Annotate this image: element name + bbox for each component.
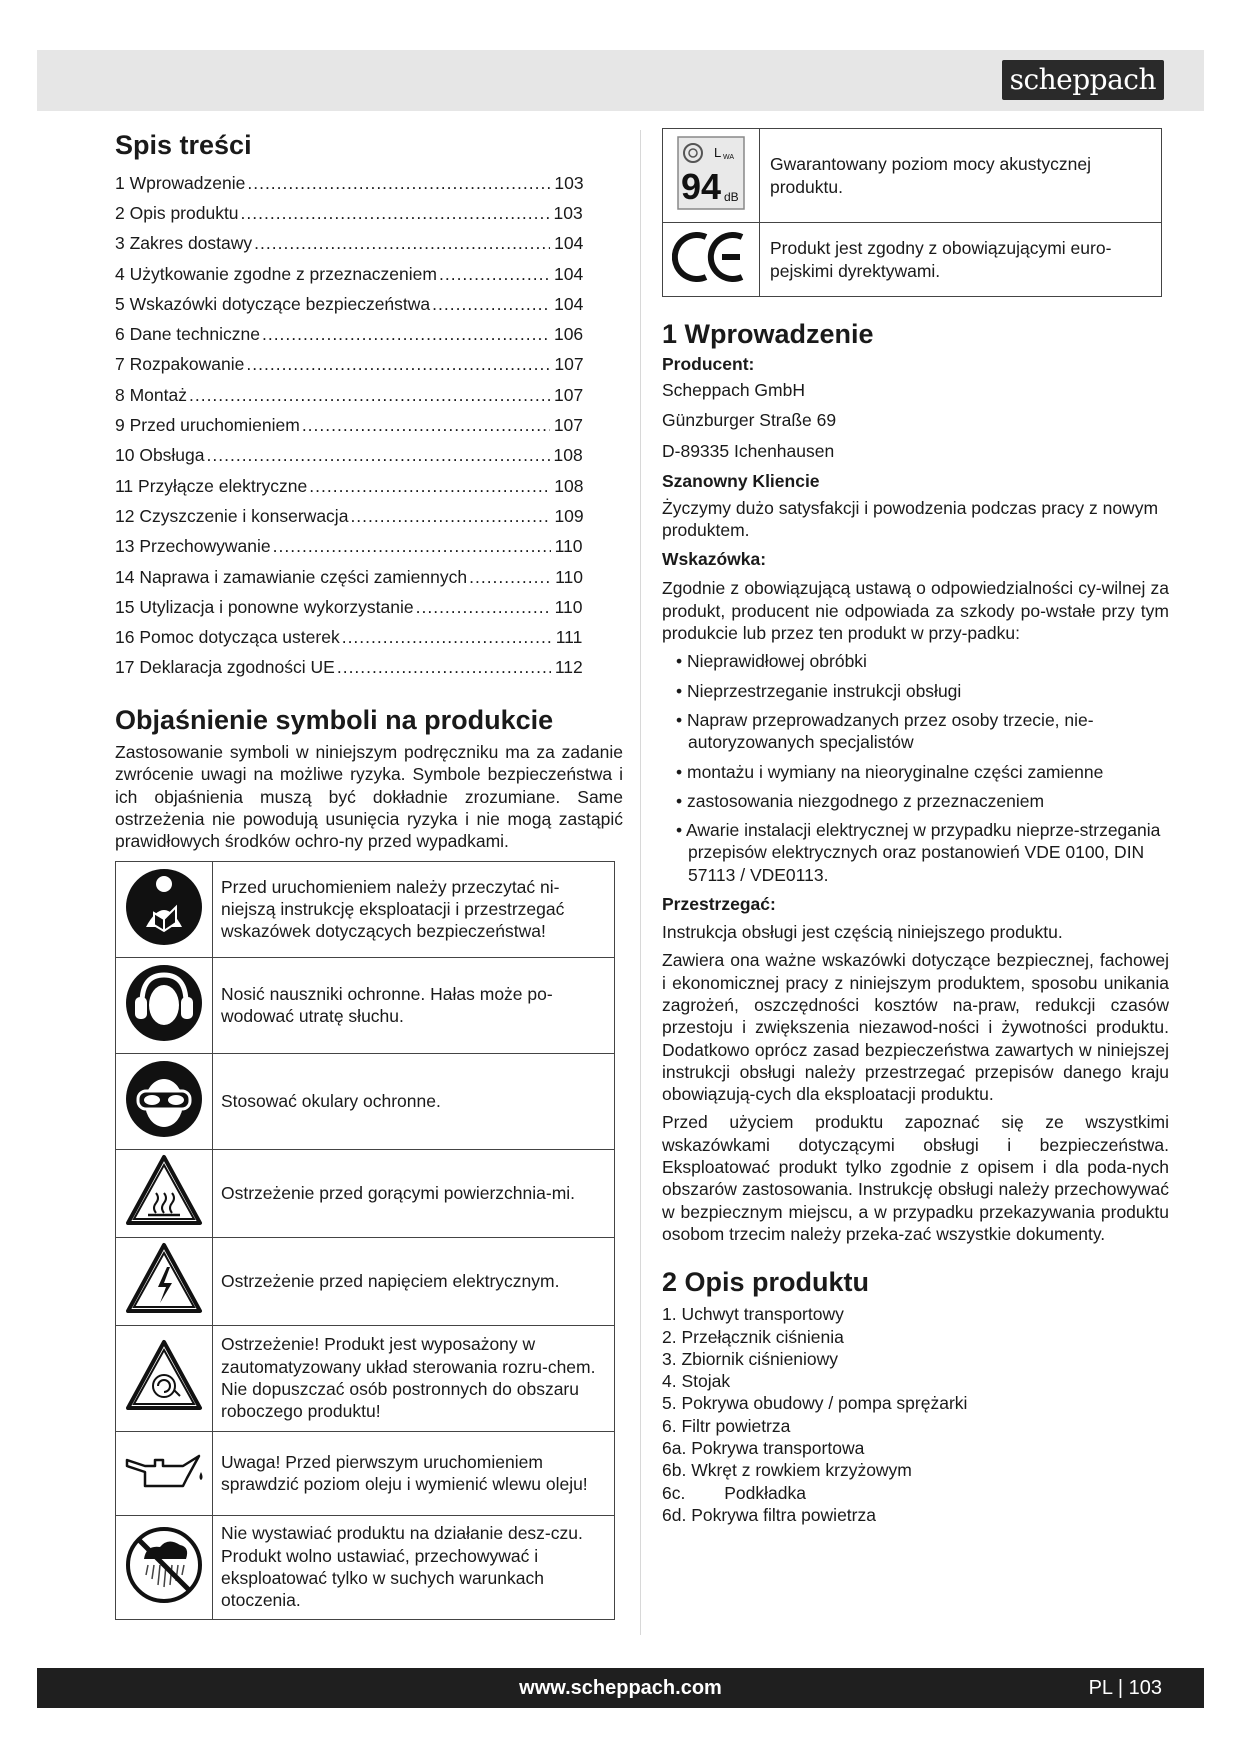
toc-item-label: 16 Pomoc dotycząca usterek	[115, 627, 340, 648]
symbol-text: Produkt jest zgodny z obowiązującymi euro-pejskimi dyrektywami.	[760, 223, 1162, 297]
list-item: • zastosowania niezgodnego z przeznaczeniem	[676, 790, 1045, 811]
list-item: • Napraw przeprowadzanych przez osoby trzecie, nie-autoryzowanych specjalistów	[676, 709, 1094, 753]
observe-label: Przestrzegać:	[662, 894, 776, 915]
toc-item-page: 104	[554, 233, 584, 254]
toc-leader	[432, 294, 550, 315]
right-column	[662, 128, 1169, 1526]
symbol-row	[663, 223, 1162, 297]
toc-leader	[469, 567, 551, 588]
toc-item-label: 13 Przechowywanie	[115, 536, 271, 557]
toc-item-label: 17 Deklaracja zgodności UE	[115, 657, 335, 678]
toc-item[interactable]	[115, 410, 623, 440]
toc-item-page: 103	[553, 202, 583, 223]
toc-leader	[342, 627, 552, 648]
symbol-row	[116, 1431, 615, 1515]
observe-paragraph: Zawiera ona ważne wskazówki dotyczące bezpiecznej, fachowej i ekonomicznej pracy z niniejszym produktem, sposobu unikania zagrożeń, oszczędności kosztów na-praw, redukcji czasów przestoju i zwiększenia niezawod-ności i żywotności produktu. Dodatkowo oprócz zasad bezpieczeństwa zawartych w niniejszej instrukcji obsługi należy przestrzegać przepisów danego kraju obowiązują-cych dla eksploatacji produktu.	[662, 950, 1169, 1105]
oil-can-icon	[116, 1431, 213, 1515]
toc-item-label: 15 Utylizacja i ponowne wykorzystanie	[115, 596, 414, 617]
intro-title: 1 Wprowadzenie	[662, 319, 874, 349]
footer-url[interactable]: www.scheppach.com	[519, 1677, 722, 1699]
producer-label: Producent:	[662, 354, 755, 374]
symbol-row	[116, 1325, 615, 1431]
symbol-text: Stosować okulary ochronne.	[213, 1053, 615, 1149]
page-number: PL | 103	[1088, 1677, 1162, 1699]
electric-voltage-warning-icon	[116, 1237, 213, 1325]
auto-start-warning-icon	[116, 1325, 213, 1431]
observe-paragraph: Instrukcja obsługi jest częścią niniejszego produktu.	[662, 922, 1063, 943]
toc-item-page: 109	[554, 505, 584, 526]
no-rain-icon	[116, 1515, 213, 1619]
safety-goggles-icon	[116, 1053, 213, 1149]
list-item: • Awarie instalacji elektrycznej w przypadku nieprze-strzegania przepisów elektrycznych oraz postanowień VDE 0100, DIN 57113 / VDE0113.	[676, 820, 1161, 885]
toc-item-label: 5 Wskazówki dotyczące bezpieczeństwa	[115, 293, 431, 314]
toc-item-label: 4 Użytkowanie zgodne z przeznaczeniem	[115, 263, 437, 284]
toc-leader	[273, 536, 551, 557]
product-symbols-table	[662, 128, 1162, 297]
symbol-text: Ostrzeżenie! Produkt jest wyposażony w zautomatyzowany układ sterowania rozru-chem. Nie dopuszczać osób postronnych do obszaru roboczego produktu!	[213, 1325, 615, 1431]
ear-protection-icon	[116, 957, 213, 1053]
note-label: Wskazówka:	[662, 549, 767, 570]
toc-item-page: 108	[553, 445, 583, 466]
toc-item-page: 107	[553, 415, 584, 436]
symbol-row	[116, 1515, 615, 1619]
toc-item-label: 14 Naprawa i zamawianie części zamiennych	[115, 566, 468, 587]
list-item: 6b. Wkręt z rowkiem krzyżowym	[662, 1460, 912, 1481]
toc-item-label: 2 Opis produktu	[115, 202, 239, 223]
symbol-row	[116, 1149, 615, 1237]
observe-paragraph: Przed użyciem produktu zapoznać się ze wszystkimi wskazówkami dotyczącymi obsługi i bezpieczeństwa. Eksploatować produkt tylko zgodnie z opisem i dla poda-nych obszarów zastosowania. Instrukcję obsługi należy przechowywać w bezpiecznym miejscu, a w przypadku przekazywania produktu osobom trzecim należy przeka-zać wszystkie dokumenty.	[662, 1112, 1169, 1244]
list-item: 6d. Pokrywa filtra powietrza	[662, 1504, 876, 1525]
toc-item-page: 108	[554, 475, 584, 496]
symbols-table	[115, 861, 615, 1620]
list-item: 6a. Pokrywa transportowa	[662, 1437, 865, 1458]
toc-item-page: 110	[554, 596, 583, 617]
symbol-row	[663, 129, 1162, 223]
symbols-section	[115, 703, 623, 1619]
symbol-row	[116, 957, 615, 1053]
parts-list	[662, 1303, 1169, 1526]
toc-title: Spis treści	[115, 130, 252, 160]
toc-leader	[309, 476, 550, 497]
toc-item-label: 12 Czyszczenie i konserwacja	[115, 505, 349, 526]
toc-item[interactable]	[115, 653, 623, 683]
toc-item-label: 11 Przyłącze elektryczne	[115, 475, 308, 496]
list-item: 1. Uchwyt transportowy	[662, 1304, 844, 1325]
symbol-text: Nie wystawiać produktu na działanie desz-czu. Produkt wolno ustawiać, przechowywać i eksploatować tylko w suchych warunkach otoczenia.	[213, 1515, 615, 1619]
toc-item-label: 8 Montaż	[115, 384, 187, 405]
symbol-text: Ostrzeżenie przed gorącymi powierzchnia-mi.	[213, 1149, 615, 1237]
symbol-row	[116, 1053, 615, 1149]
list-item: 4. Stojak	[662, 1371, 731, 1392]
toc-item-label: 1 Wprowadzenie	[115, 172, 246, 193]
toc-item-page: 110	[555, 566, 584, 587]
toc-item[interactable]	[115, 562, 623, 592]
ce-mark-icon	[663, 223, 760, 297]
toc-item-page: 104	[553, 263, 584, 284]
toc-leader	[189, 385, 550, 406]
column-divider	[640, 130, 641, 1635]
sound-value: 94	[681, 166, 722, 207]
symbol-row	[116, 861, 615, 957]
toc-item[interactable]	[115, 380, 623, 410]
hot-surface-warning-icon	[116, 1149, 213, 1237]
toc-item[interactable]	[115, 471, 623, 501]
toc-item-page: 107	[554, 354, 584, 375]
header-bar	[37, 50, 1204, 111]
toc-item-label: 7 Rozpakowanie	[115, 354, 245, 375]
toc-item-label: 10 Obsługa	[115, 445, 205, 466]
toc-item[interactable]	[115, 622, 623, 652]
symbol-text: Przed uruchomieniem należy przeczytać ni-niejszą instrukcję eksploatacji i przestrzegać wskazówek dotyczących bezpieczeństwa!	[213, 861, 615, 957]
symbol-text: Uwaga! Przed pierwszym uruchomieniem sprawdzić poziom oleju i wymienić wlewu oleju!	[213, 1431, 615, 1515]
list-item: 3. Zbiornik ciśnieniowy	[662, 1348, 839, 1369]
toc-item[interactable]	[115, 229, 623, 259]
toc-leader	[246, 354, 550, 375]
toc-item-page: 107	[553, 384, 584, 405]
dear-customer-label: Szanowny Kliencie	[662, 470, 820, 491]
symbol-row	[116, 1237, 615, 1325]
address-line: Günzburger Straße 69	[662, 410, 837, 431]
toc-item[interactable]	[115, 350, 623, 380]
producer-address	[662, 375, 1169, 466]
list-item: 6. Filtr powietrza	[662, 1415, 791, 1436]
toc-leader	[241, 203, 550, 224]
toc-item-page: 111	[555, 627, 583, 648]
left-column	[115, 128, 623, 1620]
symbols-title: Objaśnienie symboli na produkcie	[115, 705, 554, 736]
sound-unit: dB	[724, 190, 739, 204]
toc-item-page: 112	[554, 657, 583, 678]
liability-list	[662, 650, 1169, 886]
toc-item[interactable]	[115, 289, 623, 319]
symbol-text: Nosić nauszniki ochronne. Hałas może po-wodować utratę słuchu.	[213, 957, 615, 1053]
list-item: • Nieprzestrzeganie instrukcji obsługi	[676, 680, 962, 701]
toc-item-label: 3 Zakres dostawy	[115, 233, 253, 254]
list-item: 2. Przełącznik ciśnienia	[662, 1326, 844, 1347]
symbol-text: Ostrzeżenie przed napięciem elektrycznym.	[213, 1237, 615, 1325]
toc-leader	[254, 233, 550, 254]
toc-leader	[302, 415, 550, 436]
toc-leader	[416, 597, 551, 618]
sound-subscript: WA	[723, 154, 735, 161]
sound-power-icon	[663, 129, 760, 223]
toc-leader	[247, 173, 550, 194]
list-item: • Nieprawidłowej obróbki	[676, 651, 867, 672]
toc-leader	[207, 445, 550, 466]
toc-item[interactable]	[115, 592, 623, 622]
toc-item[interactable]	[115, 441, 623, 471]
toc-item-page: 103	[554, 172, 584, 193]
list-item: • montażu i wymiany na nieoryginalne części zamienne	[676, 761, 1104, 782]
address-line: D-89335 Ichenhausen	[662, 440, 835, 461]
table-of-contents	[115, 168, 623, 683]
description-title: 2 Opis produktu	[662, 1267, 870, 1298]
toc-item-label: 6 Dane techniczne	[115, 324, 260, 345]
toc-item-page: 106	[553, 324, 584, 345]
toc-leader	[350, 506, 550, 527]
list-item: 6c. Podkładka	[662, 1482, 806, 1503]
symbols-intro: Zastosowanie symboli w niniejszym podręczniku ma za zadanie zwrócenie uwagi na możliwe ryzyka. Symbole bezpieczeństwa i ich objaśnienia muszą być dokładnie zrozumiane. Same ostrzeżenia nie powodują usunięcia ryzyka i nie mogą zastąpić prawidłowych środków ochro-ny przed wypadkami.	[115, 742, 623, 852]
dear-customer-text: Życzymy dużo satysfakcji i powodzenia podczas pracy z nowym produktem.	[662, 497, 1159, 541]
toc-leader	[439, 264, 550, 285]
toc-item-page: 104	[554, 293, 584, 314]
toc-leader	[262, 324, 550, 345]
address-line: Scheppach GmbH	[662, 380, 805, 400]
read-manual-icon	[116, 861, 213, 957]
scheppach-logo: scheppach	[1002, 60, 1164, 100]
toc-item-page: 110	[554, 536, 583, 557]
toc-item[interactable]	[115, 168, 623, 198]
toc-item[interactable]	[115, 319, 623, 349]
toc-item-label: 9 Przed uruchomieniem	[115, 415, 300, 436]
toc-item[interactable]	[115, 198, 623, 228]
footer-bar	[37, 1668, 1204, 1708]
toc-item[interactable]	[115, 532, 623, 562]
toc-leader	[337, 657, 551, 678]
toc-item[interactable]	[115, 259, 623, 289]
list-item: 5. Pokrywa obudowy / pompa sprężarki	[662, 1393, 968, 1414]
toc-item[interactable]	[115, 501, 623, 531]
symbol-text: Gwarantowany poziom mocy akustycznej produktu.	[760, 129, 1162, 223]
sound-label: L	[714, 145, 722, 160]
note-text: Zgodnie z obowiązującą ustawą o odpowiedzialności cy-wilnej za produkt, producent nie odpowiada za szkody po-wstałe przy tym produkcie lub przez ten produkt w przy-padku:	[662, 578, 1169, 644]
